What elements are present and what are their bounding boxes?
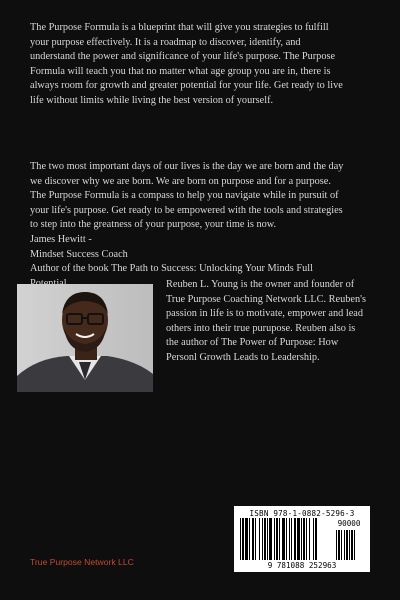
endorser-book: Author of the book The Path to Success: Unlocking Your Minds Full (30, 263, 313, 275)
barcode-bar (245, 518, 248, 560)
text-line: True Purpose Coaching Network LLC. Reuben's (166, 293, 366, 305)
text-line: the author of The Power of Purpose: How (166, 337, 339, 349)
text-line: we discover why we are born. We are born on purpose and for a purpose. (30, 175, 331, 187)
text-line: understand the power and significance of your life's purpose. The Purpose (30, 51, 336, 63)
addon-bar (354, 530, 355, 560)
text-line: The two most important days of our lives is the day we are born and the day (30, 161, 344, 172)
addon-bar (346, 530, 348, 560)
barcode-bar (276, 518, 278, 560)
author-bio (166, 278, 386, 366)
barcode-bar (309, 518, 310, 560)
barcode-bar (297, 518, 300, 560)
price-code: 90000 (337, 519, 361, 528)
description-paragraph-1 (30, 21, 376, 109)
text-line: your life's purpose. Get ready to be empowered with the tools and strategies (30, 204, 343, 216)
text-line: passion in life is to motivate, empower and lead (166, 308, 364, 320)
barcode-bar (306, 518, 307, 560)
text-line: The Purpose Formula is a compass to help you navigate while in pursuit of (30, 190, 339, 202)
barcode-bar (269, 518, 272, 560)
barcode-bar (262, 518, 263, 560)
barcode-bar (303, 518, 305, 560)
description-paragraph-2 (30, 160, 376, 233)
text-line: Reuben L. Young is the owner and founder of (166, 279, 355, 290)
ean-digits: 9 781088 252963 (267, 561, 337, 570)
addon-bar (336, 530, 337, 560)
barcode-bar (267, 518, 268, 560)
isbn-label: ISBN 978-1-0882-5296-3 (249, 509, 355, 518)
text-line: always room for growth and greater potential for your life. Get ready to live (30, 80, 343, 92)
barcode-bar (291, 518, 292, 560)
text-line: life without limits while living the best version of yourself. (30, 94, 274, 106)
author-portrait-image (17, 284, 153, 392)
barcode-bar (242, 518, 244, 560)
price-code-box (334, 518, 364, 528)
barcode-bar (255, 518, 256, 560)
endorser-name: James Hewitt - (30, 234, 92, 245)
addon-bar (344, 530, 345, 560)
barcode-bar (301, 518, 302, 560)
barcode-bar (286, 518, 287, 560)
barcode-bar (252, 518, 254, 560)
barcode-bar (279, 518, 280, 560)
text-line: your purpose effectively. It is a roadmap to discover, identify, and (30, 36, 301, 48)
barcode-bar (313, 518, 314, 560)
barcode-bar (315, 518, 317, 560)
barcode-bar (294, 518, 296, 560)
addon-bar (351, 530, 353, 560)
barcode-bar (264, 518, 266, 560)
barcode-bar (282, 518, 285, 560)
author-photo (17, 284, 153, 392)
barcode-bar (289, 518, 290, 560)
endorser-title: Mindset Success Coach (30, 248, 128, 260)
barcode-bar (274, 518, 275, 560)
addon-bar (349, 530, 350, 560)
text-line: The Purpose Formula is a blueprint that will give you strategies to fulfill (30, 22, 329, 33)
text-line: Formula will teach you that no matter what age group you are in, there is (30, 65, 331, 77)
publisher-name: True Purpose Network LLC (30, 557, 134, 567)
addon-bar (341, 530, 342, 560)
barcode-bar (259, 518, 260, 560)
isbn-barcode (234, 506, 370, 572)
addon-bar (338, 530, 340, 560)
barcode-bar (240, 518, 241, 560)
barcode-bar (249, 518, 250, 560)
text-line: to step into the greatness of your purpose, your time is now. (30, 219, 277, 231)
text-line: others into their true purupose. Reuben also is (166, 322, 356, 334)
text-line: Personl Growth Leads to Leadership. (166, 351, 320, 363)
